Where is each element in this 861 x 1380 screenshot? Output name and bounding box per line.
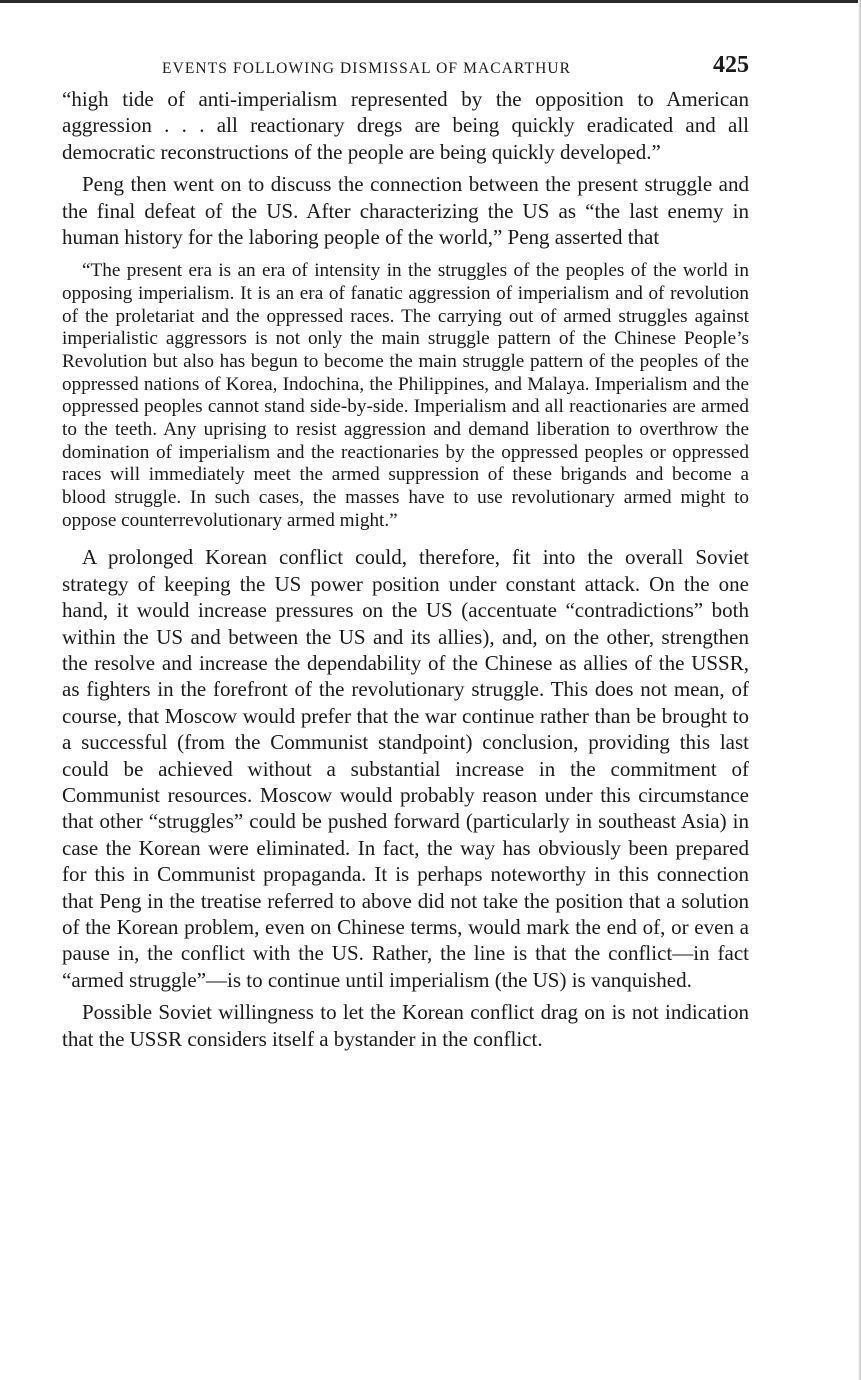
document-page — [62, 52, 749, 1052]
paragraph-soviet-willingness: Possible Soviet willingness to let the Korean conflict drag on is not indication that the USSR considers itself a bystander in the conflict. — [62, 1000, 749, 1051]
running-head-title: EVENTS FOLLOWING DISMISSAL OF MACARTHUR — [162, 60, 572, 77]
running-head — [62, 52, 749, 86]
page-top-rule — [0, 0, 861, 3]
block-quote-peng: “The present era is an era of intensity in the struggles of the peoples of the world in opposing imperialism. It is an era of fanatic aggression of imperialism and of revolution of the proletariat and the oppressed races. The carrying out of armed struggles against imperialistic aggressors is not only the main struggle pattern of the Chinese People’s Revolution but also has begun to become the main struggle pattern of the peoples of the oppressed nations of Korea, Indochina, the Philippines, and Malaya. Imperialism and the oppressed peoples cannot stand side-by-side. Imperialism and all reactionaries are armed to the teeth. Any uprising to resist aggression and demand liberation to overthrow the domination of imperialism and the reactionaries by the oppressed peoples or oppressed races will immediately meet the armed suppression of these brigands and become a blood struggle. In such cases, the masses have to use revolutionary armed might to oppose counterrevolutionary armed might.” — [62, 260, 749, 531]
page-number: 425 — [713, 52, 749, 78]
paragraph-quote-continuation: “high tide of anti-imperialism represented by the opposition to American aggression . . . all reactionary dregs are being quickly eradicated and all democratic reconstructions of the people are being quickly developed.” — [62, 87, 749, 164]
paragraph-peng-discussion: Peng then went on to discuss the connection between the present struggle and the final defeat of the US. After characterizing the US as “the last enemy in human history for the laboring people of the world,” Peng asserted that — [62, 172, 749, 250]
paragraph-prolonged-conflict: A prolonged Korean conflict could, therefore, fit into the overall Soviet strategy of keeping the US power position under constant attack. On the one hand, it would increase pressures on the US (accentuate “contradictions” both within the US and between the US and its allies), and, on the other, strengthen the resolve and increase the dependability of the Chinese as allies of the USSR, as fighters in the forefront of the revolutionary struggle. This does not mean, of course, that Moscow would prefer that the war continue rather than be brought to a successful (from the Communist standpoint) conclusion, providing this last could be achieved without a substantial increase in the commitment of Communist resources. Moscow would probably reason under this circumstance that other “struggles” could be pushed forward (particularly in southeast Asia) in case the Korean were eliminated. In fact, the way has obviously been prepared for this in Communist propaganda. It is perhaps noteworthy in this connection that Peng in the treatise referred to above did not take the position that a solution of the Korean problem, even on Chinese terms, would mark the end of, or even a pause in, the conflict with the US. Rather, the line is that the conflict—in fact “armed struggle”—is to continue until imperialism (the US) is vanquished. — [62, 545, 749, 992]
